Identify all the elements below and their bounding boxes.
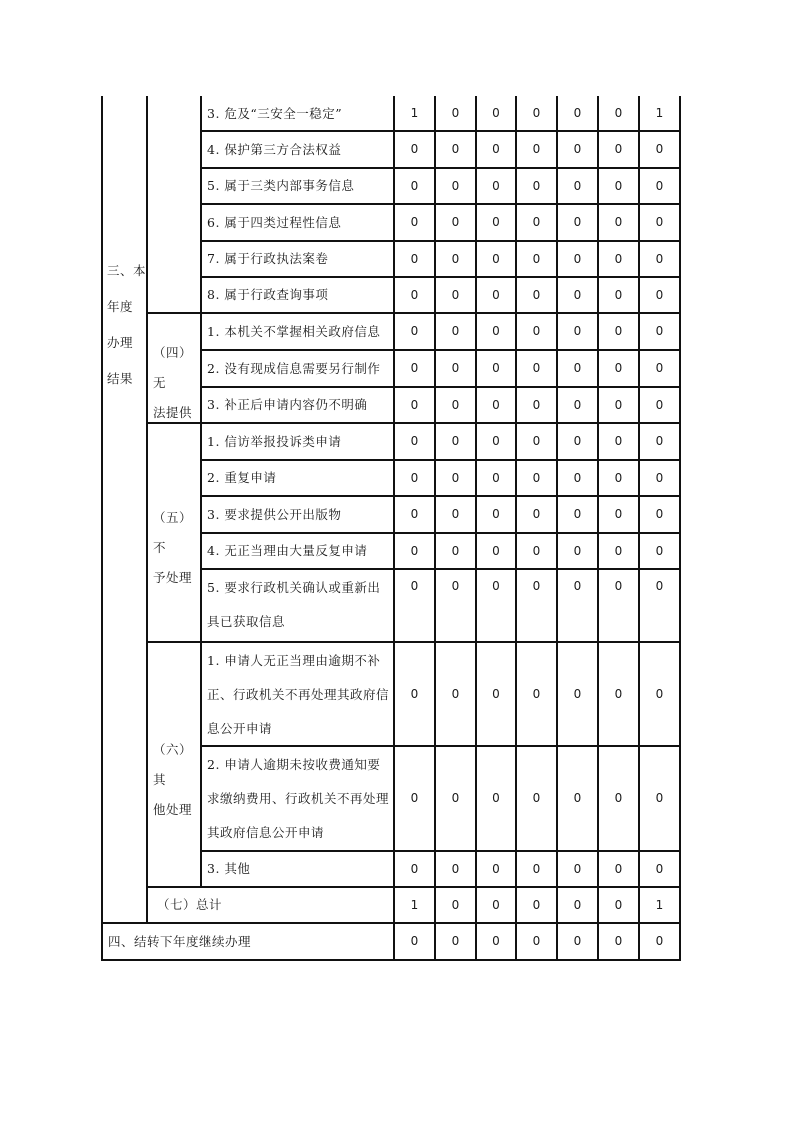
value-cell: 0 — [451, 471, 460, 485]
value-cell: 0 — [492, 361, 500, 375]
value-cell: 0 — [573, 471, 582, 485]
value-cell: 0 — [532, 471, 541, 485]
total-value-cell: 0 — [573, 898, 582, 912]
group-label — [153, 503, 199, 593]
value-cell: 0 — [410, 544, 419, 558]
value-cell: 0 — [614, 434, 623, 448]
value-cell: 0 — [492, 471, 500, 485]
value-cell: 0 — [532, 687, 541, 701]
group-label-line: （四）无 — [153, 345, 193, 390]
row-label-line: 2. 申请人逾期未按收费通知要 — [207, 757, 381, 772]
value-cell: 0 — [573, 544, 582, 558]
value-cell: 0 — [532, 791, 541, 805]
value-cell: 1 — [410, 106, 419, 120]
row-label-line: 息公开申请 — [207, 721, 273, 736]
row-label — [203, 642, 392, 746]
total-value-cell: 1 — [410, 898, 419, 912]
section-four-value-cell: 0 — [532, 934, 541, 948]
grid-line — [475, 96, 477, 960]
value-cell: 0 — [492, 179, 500, 193]
value-cell: 0 — [655, 398, 664, 412]
value-cell: 0 — [655, 179, 664, 193]
value-cell: 0 — [655, 215, 664, 229]
row-label: 3. 其他 — [207, 861, 251, 876]
value-cell: 0 — [492, 142, 500, 156]
value-cell: 0 — [451, 288, 460, 302]
row-label: 3. 要求提供公开出版物 — [207, 507, 342, 522]
value-cell: 0 — [410, 215, 419, 229]
row-label-line: 求缴纳费用、行政机关不再处理 — [207, 791, 390, 806]
group-label-line: （五）不 — [153, 509, 193, 555]
value-cell: 0 — [614, 791, 623, 805]
grid-line — [434, 96, 436, 960]
value-cell: 0 — [451, 791, 460, 805]
value-cell: 0 — [655, 361, 664, 375]
section-four-label: 四、结转下年度继续办理 — [108, 934, 252, 949]
value-cell: 0 — [532, 106, 541, 120]
value-cell: 0 — [492, 862, 500, 876]
total-value-cell: 0 — [451, 898, 460, 912]
section-three-label-line: 年度 — [107, 299, 134, 314]
group-label-line: 法提供 — [153, 405, 193, 420]
value-cell: 0 — [532, 579, 541, 593]
grid-line — [515, 96, 517, 960]
value-cell: 0 — [451, 106, 460, 120]
value-cell: 0 — [451, 179, 460, 193]
total-value-cell: 0 — [532, 898, 541, 912]
value-cell: 1 — [655, 106, 664, 120]
grid-line — [638, 96, 640, 960]
value-cell: 0 — [573, 434, 582, 448]
row-label: 1. 本机关不掌握相关政府信息 — [207, 324, 381, 339]
value-cell: 0 — [573, 288, 582, 302]
value-cell: 0 — [614, 179, 623, 193]
value-cell: 0 — [492, 106, 500, 120]
value-cell: 0 — [614, 106, 623, 120]
value-cell: 0 — [573, 791, 582, 805]
group-label — [153, 735, 199, 825]
value-cell: 0 — [655, 288, 664, 302]
total-label: （七）总计 — [157, 897, 223, 912]
value-cell: 0 — [410, 142, 419, 156]
section-four-value-cell: 0 — [573, 934, 582, 948]
value-cell: 0 — [614, 215, 623, 229]
value-cell: 0 — [492, 215, 500, 229]
value-cell: 0 — [614, 579, 623, 593]
value-cell: 0 — [573, 324, 582, 338]
value-cell: 0 — [451, 687, 460, 701]
value-cell: 0 — [573, 215, 582, 229]
value-cell: 0 — [573, 142, 582, 156]
value-cell: 0 — [492, 507, 500, 521]
row-label: 3. 危及“三安全一稳定” — [207, 106, 343, 121]
value-cell: 0 — [614, 687, 623, 701]
value-cell: 0 — [492, 687, 500, 701]
value-cell: 0 — [410, 398, 419, 412]
row-label: 4. 保护第三方合法权益 — [207, 142, 342, 157]
section-four-value-cell: 0 — [451, 934, 460, 948]
row-label — [203, 746, 392, 851]
value-cell: 0 — [573, 252, 582, 266]
value-cell: 0 — [655, 862, 664, 876]
value-cell: 0 — [614, 361, 623, 375]
value-cell: 0 — [614, 471, 623, 485]
grid-line — [146, 312, 202, 314]
section-four-value-cell: 0 — [655, 934, 664, 948]
value-cell: 0 — [573, 687, 582, 701]
value-cell: 0 — [573, 507, 582, 521]
value-cell: 0 — [573, 862, 582, 876]
value-cell: 0 — [532, 252, 541, 266]
value-cell: 0 — [492, 579, 500, 593]
value-cell: 0 — [532, 544, 541, 558]
value-cell: 0 — [532, 324, 541, 338]
group-label-line: 予处理 — [153, 569, 193, 585]
value-cell: 0 — [451, 142, 460, 156]
row-label-line: 其政府信息公开申请 — [207, 825, 325, 840]
grid-line — [146, 422, 202, 424]
value-cell: 0 — [410, 252, 419, 266]
section-four-value-cell: 0 — [492, 934, 500, 948]
section-three-label — [107, 253, 146, 397]
value-cell: 0 — [532, 862, 541, 876]
grid-line — [556, 96, 558, 960]
row-label-line: 具已获取信息 — [207, 614, 286, 629]
value-cell: 0 — [655, 687, 664, 701]
grid-line — [679, 96, 681, 960]
group-label-line: （六）其 — [153, 741, 193, 787]
value-cell: 0 — [655, 434, 664, 448]
value-cell: 0 — [655, 471, 664, 485]
value-cell: 0 — [451, 434, 460, 448]
row-label: 3. 补正后申请内容仍不明确 — [207, 397, 368, 412]
section-three-label-line: 办理 — [107, 335, 134, 350]
value-cell: 0 — [492, 252, 500, 266]
value-cell: 0 — [532, 507, 541, 521]
grid-line — [393, 96, 395, 960]
row-label: 6. 属于四类过程性信息 — [207, 215, 342, 230]
value-cell: 0 — [532, 434, 541, 448]
value-cell: 0 — [532, 179, 541, 193]
section-four-value-cell: 0 — [410, 934, 419, 948]
value-cell: 0 — [614, 862, 623, 876]
value-cell: 0 — [655, 791, 664, 805]
value-cell: 0 — [614, 324, 623, 338]
row-label-line: 正、行政机关不再处理其政府信 — [207, 687, 390, 702]
value-cell: 0 — [410, 687, 419, 701]
row-label-line: 1. 申请人无正当理由逾期不补 — [207, 653, 381, 668]
value-cell: 0 — [655, 142, 664, 156]
value-cell: 0 — [655, 544, 664, 558]
grid-line — [200, 96, 202, 887]
value-cell: 0 — [532, 288, 541, 302]
value-cell: 0 — [451, 579, 460, 593]
value-cell: 0 — [573, 398, 582, 412]
value-cell: 0 — [655, 579, 664, 593]
grid-line — [146, 96, 148, 923]
value-cell: 0 — [655, 324, 664, 338]
value-cell: 0 — [451, 324, 460, 338]
value-cell: 0 — [655, 252, 664, 266]
value-cell: 0 — [573, 579, 582, 593]
value-cell: 0 — [573, 179, 582, 193]
value-cell: 0 — [410, 791, 419, 805]
grid-line — [101, 959, 681, 961]
value-cell: 0 — [614, 142, 623, 156]
value-cell: 0 — [410, 361, 419, 375]
row-label: 8. 属于行政查询事项 — [207, 287, 329, 302]
value-cell: 0 — [451, 361, 460, 375]
row-label: 2. 没有现成信息需要另行制作 — [207, 361, 381, 376]
value-cell: 0 — [451, 398, 460, 412]
grid-line — [101, 96, 103, 960]
value-cell: 0 — [410, 324, 419, 338]
row-label: 4. 无正当理由大量反复申请 — [207, 543, 368, 558]
value-cell: 0 — [451, 252, 460, 266]
row-label: 7. 属于行政执法案卷 — [207, 251, 329, 266]
value-cell: 0 — [614, 288, 623, 302]
value-cell: 0 — [451, 215, 460, 229]
total-value-cell: 0 — [614, 898, 623, 912]
value-cell: 0 — [410, 862, 419, 876]
value-cell: 0 — [492, 434, 500, 448]
value-cell: 0 — [451, 507, 460, 521]
row-label — [203, 569, 392, 642]
row-label: 5. 属于三类内部事务信息 — [207, 178, 355, 193]
value-cell: 0 — [410, 471, 419, 485]
value-cell: 0 — [492, 544, 500, 558]
value-cell: 0 — [410, 507, 419, 521]
value-cell: 0 — [410, 434, 419, 448]
value-cell: 0 — [410, 579, 419, 593]
value-cell: 0 — [451, 862, 460, 876]
row-label: 2. 重复申请 — [207, 470, 277, 485]
value-cell: 0 — [451, 544, 460, 558]
value-cell: 0 — [655, 507, 664, 521]
total-value-cell: 0 — [492, 898, 500, 912]
row-label-line: 5. 要求行政机关确认或重新出 — [207, 580, 381, 595]
value-cell: 0 — [492, 288, 500, 302]
section-three-label-line: 三、本 — [107, 263, 147, 278]
section-four-value-cell: 0 — [614, 934, 623, 948]
group-label — [153, 338, 199, 428]
value-cell: 0 — [492, 398, 500, 412]
value-cell: 0 — [410, 288, 419, 302]
value-cell: 0 — [532, 215, 541, 229]
value-cell: 0 — [614, 252, 623, 266]
value-cell: 0 — [492, 324, 500, 338]
section-three-label-line: 结果 — [107, 371, 134, 386]
value-cell: 0 — [532, 142, 541, 156]
grid-line — [146, 641, 202, 643]
value-cell: 0 — [532, 398, 541, 412]
value-cell: 0 — [573, 106, 582, 120]
value-cell: 0 — [492, 791, 500, 805]
row-label: 1. 信访举报投诉类申请 — [207, 434, 342, 449]
total-value-cell: 1 — [655, 898, 664, 912]
value-cell: 0 — [614, 398, 623, 412]
value-cell: 0 — [532, 361, 541, 375]
value-cell: 0 — [614, 544, 623, 558]
grid-line — [597, 96, 599, 960]
value-cell: 0 — [410, 179, 419, 193]
group-label-line: 他处理 — [153, 801, 193, 817]
value-cell: 0 — [573, 361, 582, 375]
value-cell: 0 — [614, 507, 623, 521]
